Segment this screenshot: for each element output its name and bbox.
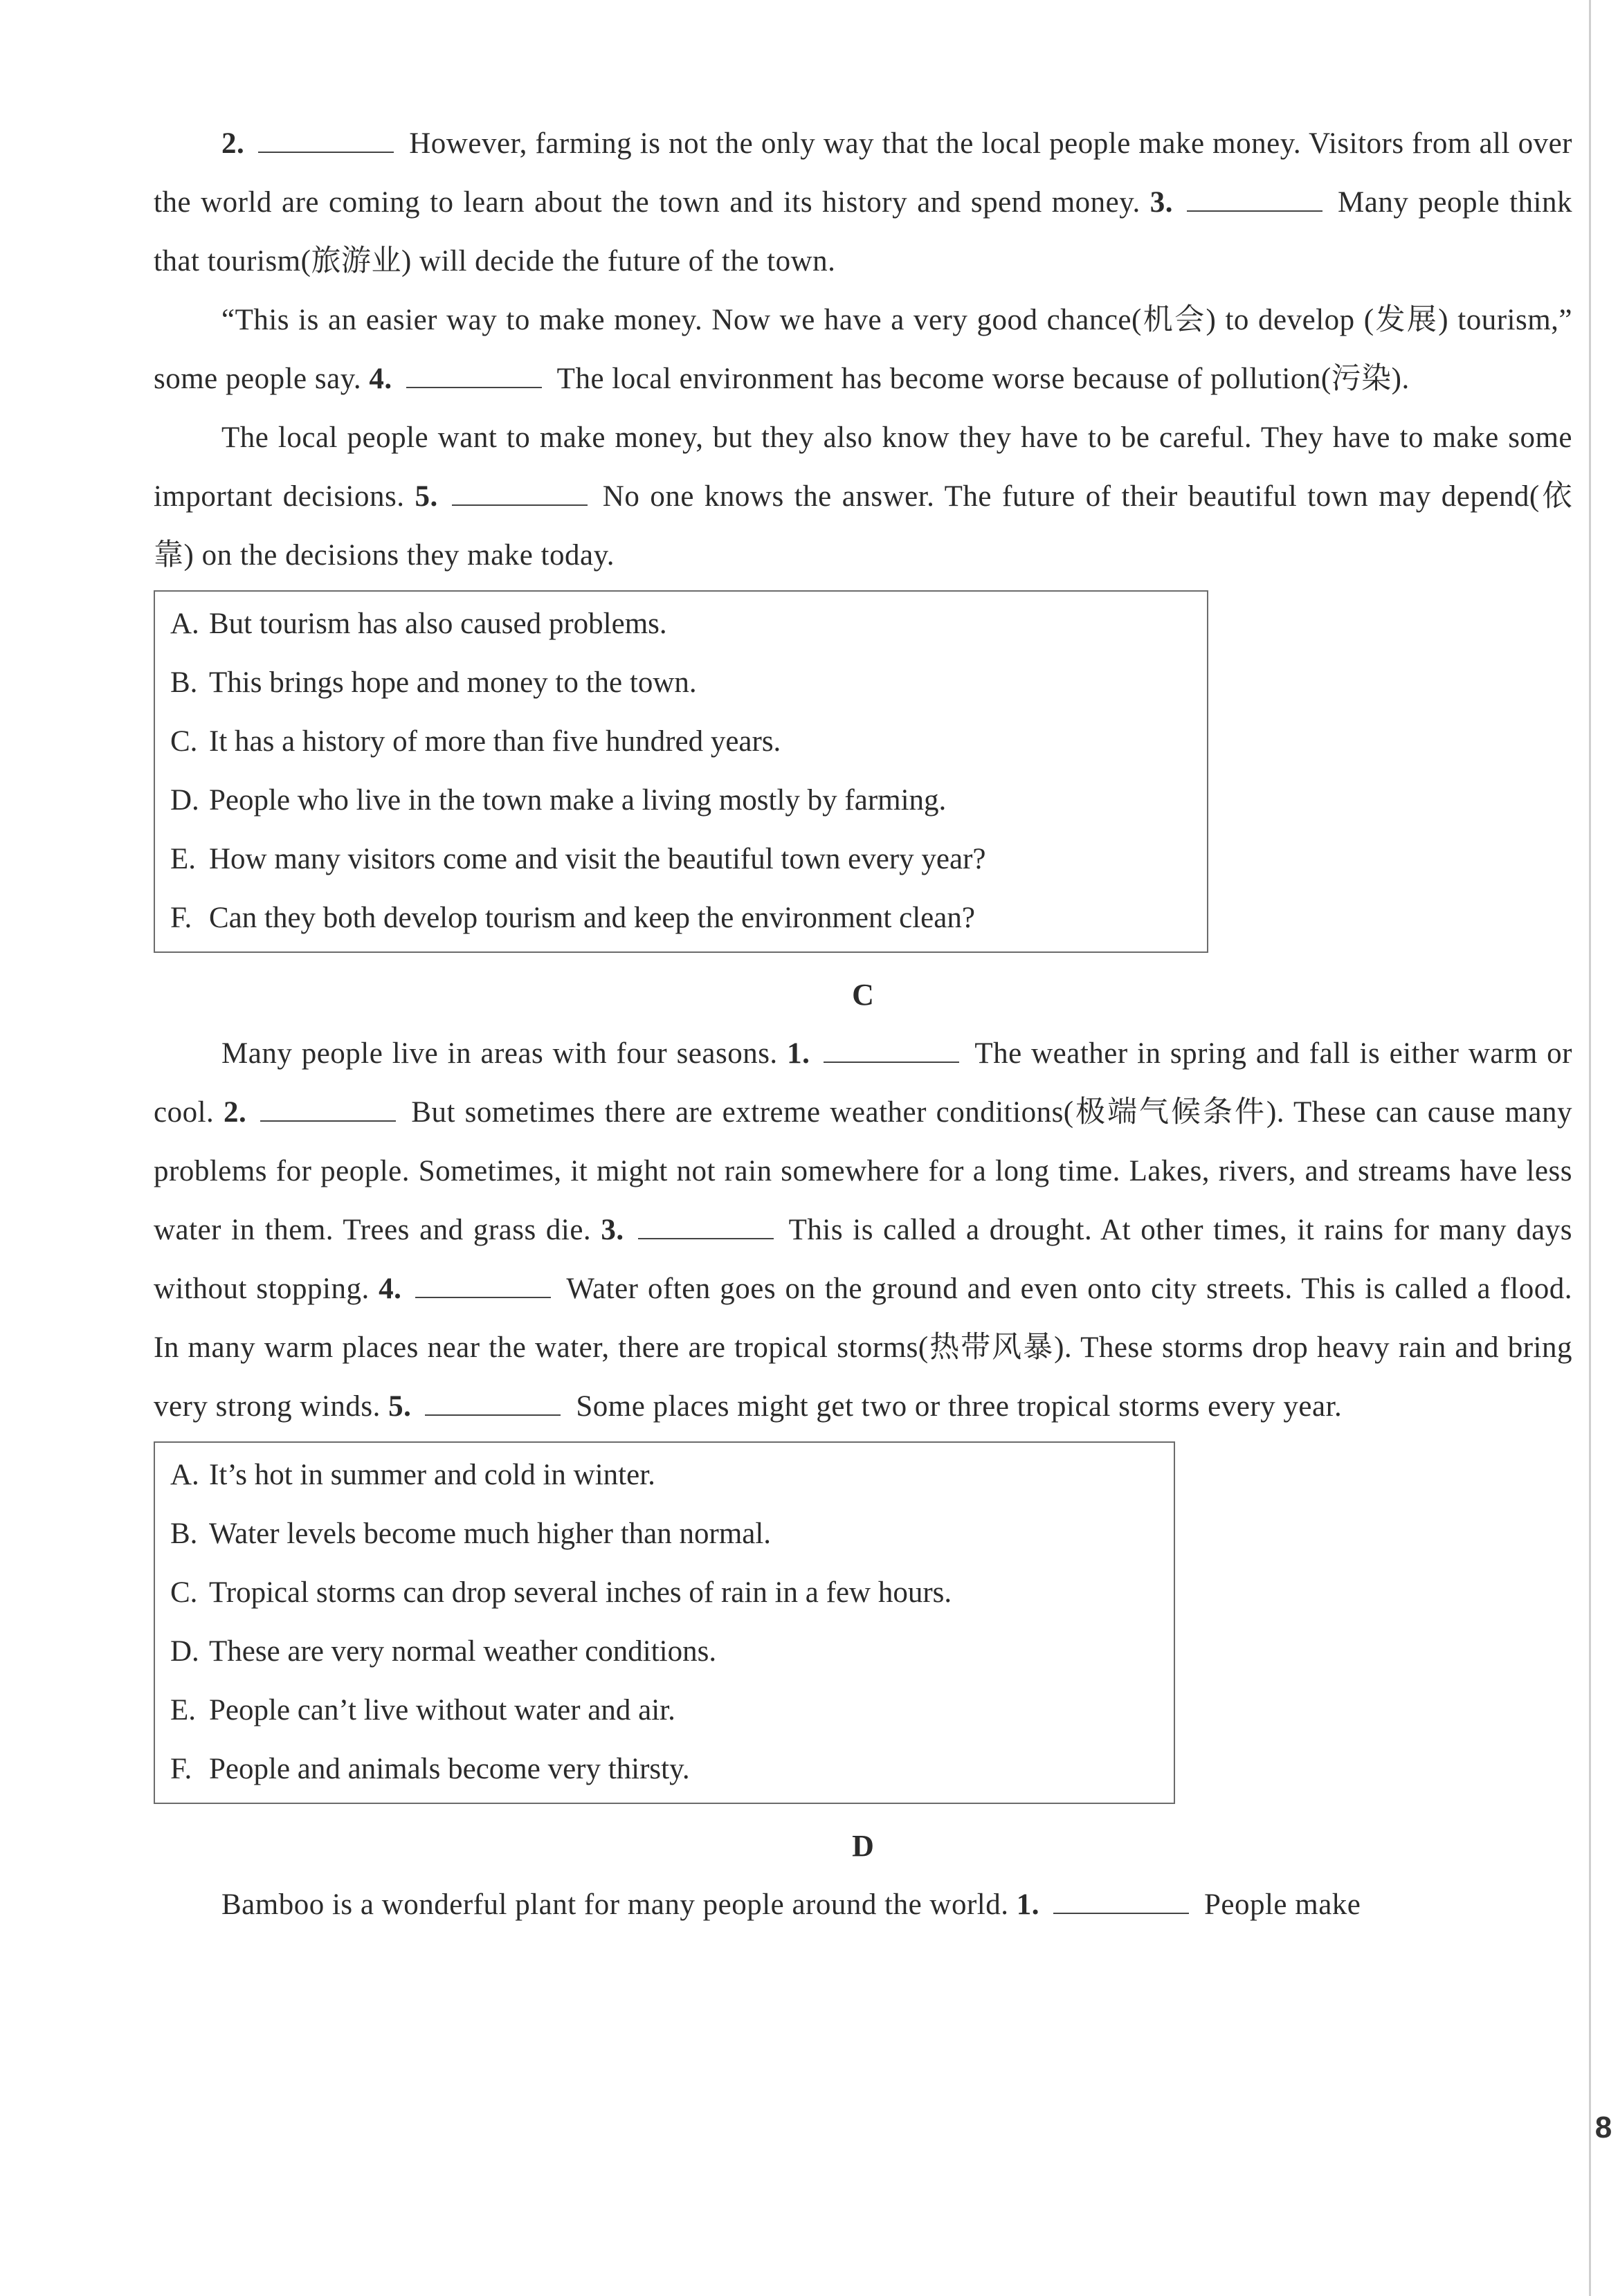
paragraph-text: The local people want to make money, but they also know they have to be careful. They have to make some important decisions. (154, 421, 1572, 513)
question-number: 1. (1016, 1888, 1039, 1921)
paragraph-text: “This is an easier way to make money. Now we have a very good chance(机会) to develop (发展) tourism,” some people say. (154, 304, 1572, 395)
paragraph-text: However, farming is not the only way that the local people make money. Visitors from all over the world are coming to learn about the town and its history and spend money. (154, 127, 1572, 219)
option-letter: C. (170, 1576, 198, 1609)
question-number: 3. (601, 1214, 624, 1246)
question-number: 1. (787, 1037, 810, 1070)
question-number: 4. (379, 1273, 402, 1305)
question-number: 4. (369, 363, 392, 395)
answer-blank[interactable] (260, 1095, 396, 1122)
option-item (170, 1740, 1158, 1798)
option-letter: E. (170, 843, 197, 875)
page-number: 8 (1594, 2111, 1612, 2144)
question-number: 5. (388, 1390, 412, 1423)
answer-blank[interactable] (258, 127, 394, 153)
option-letter: A. (170, 608, 199, 640)
option-text: This brings hope and money to the town. (209, 666, 697, 699)
section-d-paragraph (154, 1875, 1572, 1934)
section-b-paragraph-1 (154, 114, 1572, 291)
paragraph-text: People make (1203, 1888, 1361, 1921)
option-text: Tropical storms can drop several inches of rain in a few hours. (209, 1576, 952, 1609)
answer-blank[interactable] (452, 480, 588, 506)
answer-blank[interactable] (425, 1390, 561, 1416)
answer-blank[interactable] (824, 1037, 959, 1063)
section-c-paragraph (154, 1024, 1572, 1436)
option-item (170, 1504, 1158, 1563)
paragraph-text: Many people live in areas with four seasons. (221, 1037, 778, 1070)
option-item (170, 1563, 1158, 1622)
option-letter: C. (170, 725, 198, 758)
option-letter: F. (170, 1753, 192, 1785)
option-text: It has a history of more than five hundred years. (209, 725, 781, 758)
question-number: 5. (415, 480, 438, 513)
answer-blank[interactable] (638, 1213, 774, 1239)
option-letter: B. (170, 1518, 198, 1550)
question-number: 2. (224, 1096, 247, 1129)
option-item (170, 830, 1192, 889)
option-letter: A. (170, 1459, 199, 1491)
option-item (170, 653, 1192, 712)
answer-blank[interactable] (406, 362, 542, 388)
option-text: How many visitors come and visit the beautiful town every year? (209, 843, 986, 875)
answer-blank[interactable] (415, 1272, 551, 1298)
option-text: People who live in the town make a living mostly by farming. (209, 784, 947, 817)
paragraph-text: Bamboo is a wonderful plant for many people around the world. (221, 1888, 1009, 1921)
option-item (170, 1446, 1158, 1504)
option-text: These are very normal weather conditions. (209, 1635, 717, 1668)
option-item (170, 771, 1192, 830)
option-item (170, 1622, 1158, 1681)
section-d-title: D (852, 1829, 874, 1863)
paragraph-text: Many people think that tourism(旅游业) will decide the future of the town. (154, 186, 1573, 277)
option-text: But tourism has also caused problems. (209, 608, 667, 640)
option-text: Can they both develop tourism and keep the environment clean? (209, 902, 975, 934)
option-text: People and animals become very thirsty. (209, 1753, 690, 1785)
answer-blank[interactable] (1187, 185, 1322, 212)
paragraph-text: This is called a drought. At other times, it rains for many days without stopping. (154, 1214, 1573, 1305)
paragraph-text: The local environment has become worse because of pollution(污染). (556, 363, 1410, 395)
option-letter: B. (170, 666, 198, 699)
question-number: 3. (1149, 186, 1174, 219)
option-letter: E. (170, 1694, 197, 1726)
option-text: People can’t live without water and air. (209, 1694, 675, 1726)
section-b-options-box (154, 590, 1208, 953)
question-number: 2. (221, 127, 245, 160)
paragraph-text: Water often goes on the ground and even onto city streets. This is called a flood. In many warm places near the water, there are tropical storms(热带风暴). These storms drop heavy rain and bring very strong winds. (154, 1273, 1572, 1423)
option-text: It’s hot in summer and cold in winter. (209, 1459, 655, 1491)
paragraph-text: Some places might get two or three tropical storms every year. (576, 1390, 1343, 1423)
option-item (170, 889, 1192, 947)
section-b-paragraph-2 (154, 291, 1572, 408)
paragraph-text: No one knows the answer. The future of their beautiful town may depend(依靠) on the decisions they make today. (154, 480, 1572, 572)
section-b-paragraph-3 (154, 408, 1572, 585)
page-content (154, 114, 1572, 1934)
option-text: Water levels become much higher than normal. (209, 1518, 772, 1550)
paragraph-text: But sometimes there are extreme weather conditions(极端气候条件). These can cause many problems for people. Sometimes, it might not rain somewhere for a long time. Lakes, rivers, and streams have less water in them. Trees and grass die. (154, 1096, 1572, 1246)
option-letter: D. (170, 1635, 199, 1668)
section-c-options-box (154, 1441, 1175, 1804)
option-letter: F. (170, 902, 192, 934)
paragraph-text: The weather in spring and fall is either warm or cool. (154, 1037, 1572, 1129)
option-item (170, 712, 1192, 771)
option-item (170, 594, 1192, 653)
option-item (170, 1681, 1158, 1740)
option-letter: D. (170, 784, 199, 817)
answer-blank[interactable] (1053, 1888, 1189, 1914)
page-edge (1589, 0, 1591, 2296)
section-c-title: C (852, 978, 874, 1012)
